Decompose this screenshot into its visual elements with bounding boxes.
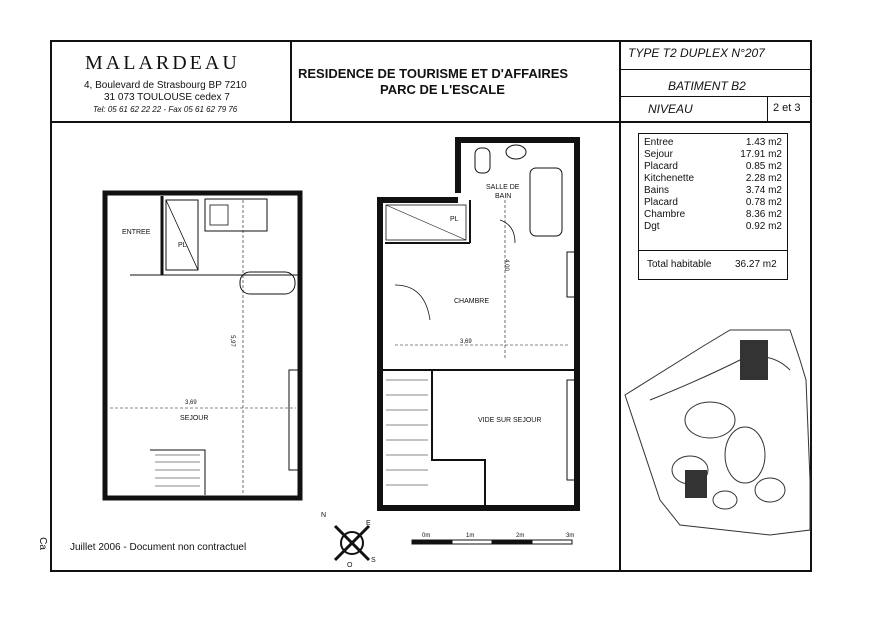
batiment-divider	[619, 96, 812, 97]
surface-value: 0.85 m2	[745, 161, 782, 172]
total-value: 36.27 m2	[735, 259, 777, 270]
surface-value: 8.36 m2	[745, 209, 782, 220]
surface-name: Kitchenette	[644, 173, 695, 184]
room-label-entree: ENTREE	[122, 229, 151, 236]
right-col-divider	[619, 40, 621, 572]
margin-handwriting: Ca	[36, 537, 48, 550]
scale-label: 3m	[566, 533, 575, 539]
room-label-placard-2: PL	[450, 216, 459, 223]
surface-value: 3.74 m2	[745, 185, 782, 196]
title-block-frame	[50, 40, 812, 572]
total-divider	[639, 250, 787, 251]
surface-value: 1.43 m2	[745, 137, 782, 148]
room-label-vide-sur-sejour: VIDE SUR SEJOUR	[478, 417, 542, 424]
dimension-sejour-length: 5,97	[228, 335, 235, 347]
scale-label: 1m	[466, 533, 475, 539]
dimension-chambre-length: 4,00	[502, 259, 509, 271]
room-label-chambre: CHAMBRE	[454, 298, 490, 305]
surface-name: Dgt	[644, 221, 660, 232]
contact-line: Tel: 05 61 62 22 22 - Fax 05 61 62 79 76	[93, 105, 238, 114]
room-label-sejour: SEJOUR	[180, 415, 209, 422]
surface-name: Sejour	[644, 149, 673, 160]
company-name: MALARDEAU	[85, 52, 240, 74]
document-date-note: Juillet 2006 - Document non contractuel	[70, 542, 247, 553]
surface-value: 2.28 m2	[745, 173, 782, 184]
niveau-value: 2 et 3	[773, 102, 801, 114]
surface-name: Placard	[644, 197, 678, 208]
address-line-2: 31 073 TOULOUSE cedex 7	[104, 92, 230, 103]
header-divider	[50, 121, 620, 123]
niveau-divider	[619, 121, 812, 123]
batiment-label: BATIMENT B2	[668, 79, 746, 93]
surface-name: Placard	[644, 161, 678, 172]
type-divider	[619, 69, 812, 70]
surface-table	[638, 133, 788, 280]
surface-value: 0.78 m2	[745, 197, 782, 208]
surface-name: Bains	[644, 185, 670, 196]
niveau-box-divider	[767, 96, 768, 122]
surface-name: Entree	[644, 137, 674, 148]
compass-n: N	[321, 512, 327, 519]
compass-o: O	[347, 562, 353, 569]
surface-name: Chambre	[644, 209, 686, 220]
apartment-type: TYPE T2 DUPLEX N°207	[628, 46, 765, 60]
address-line-1: 4, Boulevard de Strasbourg BP 7210	[84, 80, 247, 91]
total-label: Total habitable	[647, 259, 712, 270]
scale-label: 2m	[516, 533, 525, 539]
surface-value: 0.92 m2	[745, 221, 782, 232]
compass-s: S	[371, 557, 376, 564]
room-label-placard: PL	[178, 242, 187, 249]
header-col-divider	[290, 40, 292, 122]
surface-value: 17.91 m2	[740, 149, 782, 160]
room-label-salle-de-bain: SALLE DE	[486, 184, 520, 191]
scale-label: 0m	[422, 533, 431, 539]
compass-e: E	[366, 520, 371, 527]
dimension-sejour-width: 3,69	[185, 400, 197, 406]
project-title-line-2: PARC DE L'ESCALE	[380, 82, 505, 97]
project-title-line-1: RESIDENCE DE TOURISME ET D'AFFAIRES	[298, 66, 569, 81]
niveau-label: NIVEAU	[648, 102, 693, 116]
room-label-salle-de-bain-2: BAIN	[495, 193, 512, 200]
dimension-chambre-width: 3,69	[460, 339, 472, 345]
